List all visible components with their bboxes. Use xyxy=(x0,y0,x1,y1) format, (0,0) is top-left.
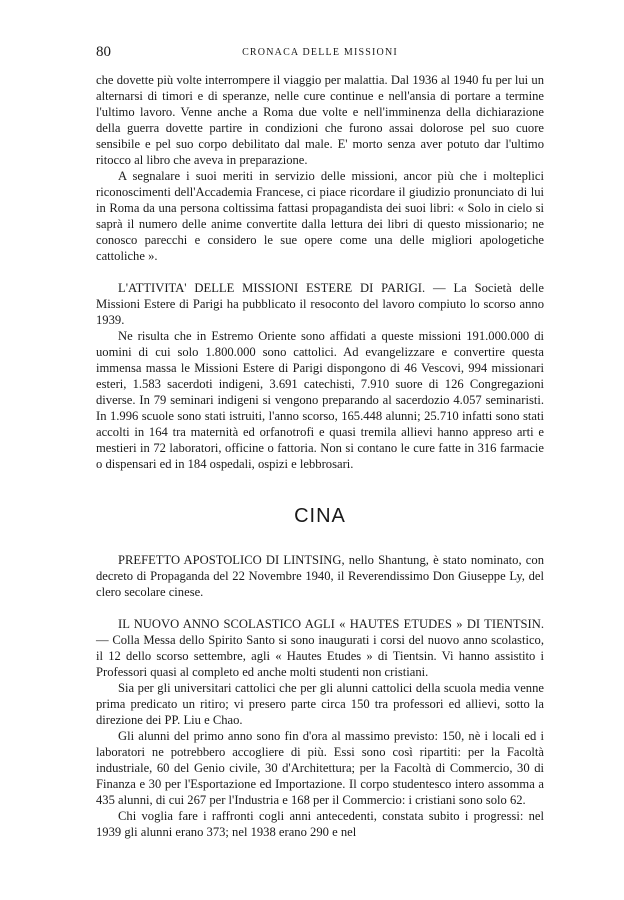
page-header xyxy=(96,44,544,62)
paragraph-retreat: Sia per gli universitari cattolici che per gli alunni cattolici della scuola media venne prima predicato un ritiro; vi presero parte circa 150 tra professori ed allievi, sotto la direzione dei PP. Liu e Chao. xyxy=(96,681,544,727)
page-number: 80 xyxy=(96,44,111,60)
paragraph-statistics: Ne risulta che in Estremo Oriente sono affidati a queste missioni 191.000.000 di uomini di cui solo 1.800.000 sono cattolici. Ad evangelizzare e convertire questa immensa massa le Missioni Estere di Parigi dispongono di 46 Vescovi, 994 missionari esteri, 1.583 sacerdoti indigeni, 3.691 catechisti, 7.910 suore di 126 Congregazioni diverse. In 79 seminari indigeni si vengono preparando al sacerdozio 4.057 seminaristi. In 1.996 scuole sono stati istruiti, l'anno scorso, 165.448 alunni; 25.710 infatti sono stati accolti in 164 tra maternità ed orfanotrofi e quasi tremila allievi hanno appreso arti e mestieri in 72 laboratori, officine o fattoria. Non si contano le cure fatte in 316 farmacie o dispensari ed in 184 ospedali, ospizi e lebbrosari. xyxy=(96,329,544,471)
paragraph-progress: Chi voglia fare i raffronti cogli anni antecedenti, constata subito i progressi: nel 1939 gli alunni erano 373; nel 1938 erano 290 e nel xyxy=(96,809,544,839)
paragraph-merits: A segnalare i suoi meriti in servizio delle missioni, ancor più che i molteplici riconoscimenti dell'Accademia Francese, ci piace ricordare il giudizio pronunciato di lui in Roma da una persona coltissima fattasi propagandista dei suoi libri: « Solo in cielo si saprà il numero delle anime convertite dalla lettura dei libri di questo missionario; ne conosco parecchi e considero le sue opere come una delle migliori apologetiche cattoliche ». xyxy=(96,169,544,263)
section-heading-cina: CINA xyxy=(294,505,346,527)
section-lintsing-prefect: PREFETTO APOSTOLICO DI LINTSING, nello Shantung, è stato nominato, con decreto di Propaganda del 22 Novembre 1940, il Reverendissimo Don Giuseppe Ly, del clero secolare cinese. xyxy=(96,553,544,599)
body-text xyxy=(96,72,544,840)
spacer xyxy=(96,264,544,280)
section-paris-missions: L'ATTIVITA' DELLE MISSIONI ESTERE DI PARIGI. — La Società delle Missioni Estere di Parigi ha pubblicato il resoconto del lavoro compiuto lo scorso anno 1939. xyxy=(96,281,544,327)
section-hautes-etudes: IL NUOVO ANNO SCOLASTICO AGLI « HAUTES ETUDES » DI TIENTSIN. — Colla Messa dello Spirito Santo si sono inaugurati i corsi del nuovo anno scolastico, il 12 dello scorso settembre, agli « Hautes Etudes » di Tientsin. Vi hanno assistito i Professori quasi al completo ed anche molti studenti non cristiani. xyxy=(96,617,544,679)
paragraph-continuation: che dovette più volte interrompere il viaggio per malattia. Dal 1936 al 1940 fu per lui un alternarsi di timori e di speranze, nelle cure continue e nell'ansia di portare a termine l'ultimo lavoro. Venne anche a Roma due volte e nell'imminenza della dichiarazione della guerra dovette partire in condizioni che furono assai dolorose pel suo cuore sensibile e pel suo corpo debilitato dal male. E' morto senza aver potuto dar l'ultimo ritocco al libro che aveva in preparazione. xyxy=(96,73,544,167)
paragraph-first-year-students: Gli alunni del primo anno sono fin d'ora al massimo previsto: 150, nè i locali ed i laboratori ne potrebbero accogliere di più. Essi sono così ripartiti: per la Facoltà industriale, 60 del Genio civile, 30 d'Architettura; per la Facoltà di Commercio, 30 di Finanza e 30 per l'Esportazione ed Importazione. Il corpo studentesco intero assomma a 435 alunni, di cui 267 per l'Industria e 168 per il Commercio: i cristiani sono solo 62. xyxy=(96,729,544,807)
running-title: CRONACA DELLE MISSIONI xyxy=(242,47,398,58)
spacer xyxy=(96,600,544,616)
